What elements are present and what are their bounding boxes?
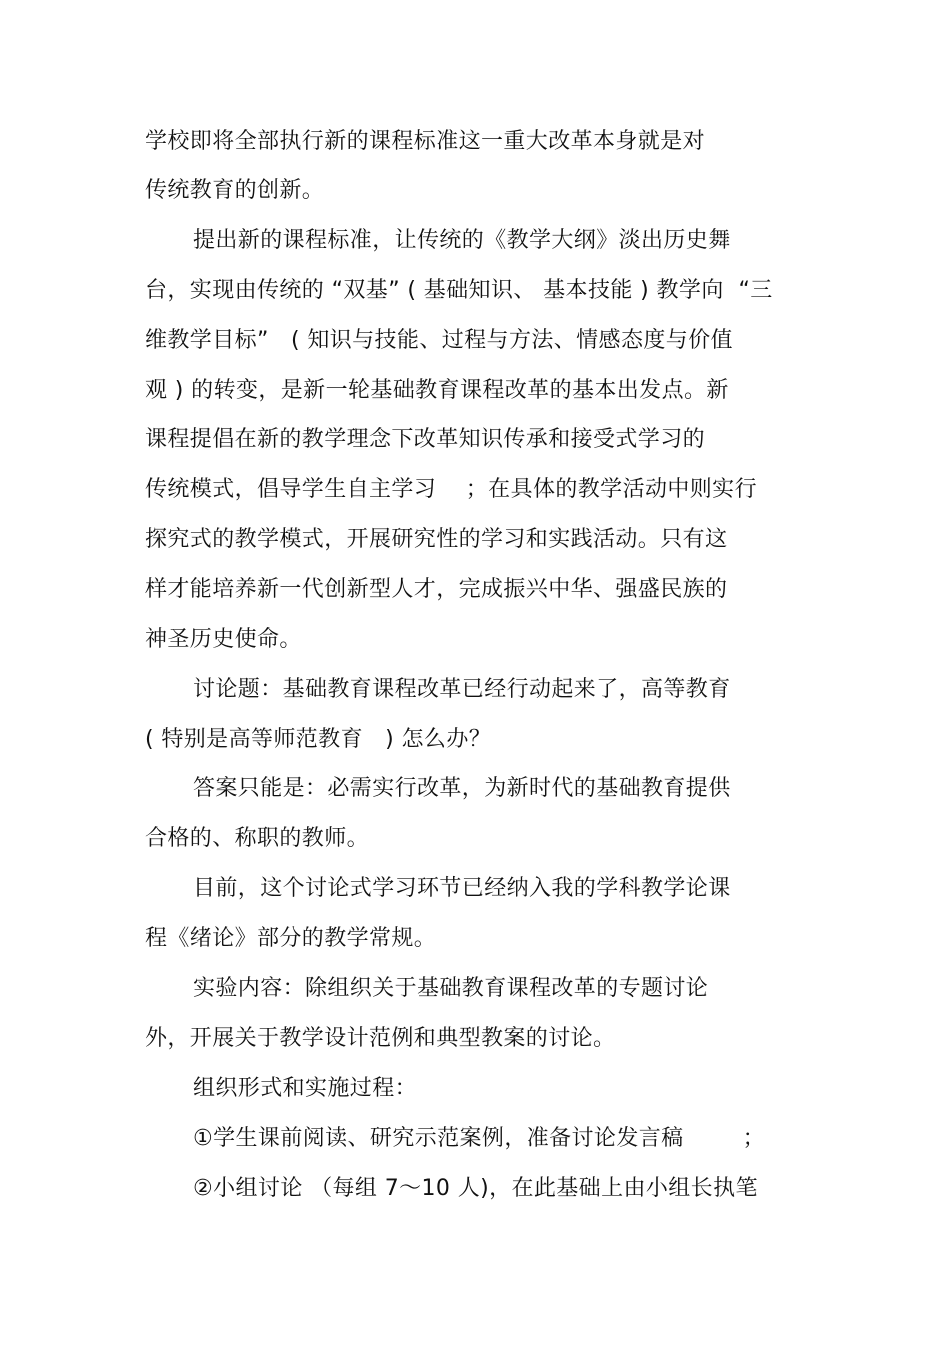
text-line: 课程提倡在新的教学理念下改革知识传承和接受式学习的 xyxy=(145,427,706,452)
list-item: ②小组讨论 （每组 7～10 人)，在此基础上由小组长执笔 xyxy=(193,1176,758,1201)
paragraph-first-line: 实验内容：除组织关于基础教育课程改革的专题讨论 xyxy=(193,976,709,1001)
text-line: 样才能培养新一代创新型人才，完成振兴中华、强盛民族的 xyxy=(145,577,728,602)
text-line: 维教学目标” ( 知识与技能、过程与方法、情感态度与价值 xyxy=(145,328,733,353)
text-line: 传统教育的创新。 xyxy=(145,178,325,203)
text-line: 外，开展关于教学设计范例和典型教案的讨论。 xyxy=(145,1026,616,1051)
text-line: 学校即将全部执行新的课程标准这一重大改革本身就是对 xyxy=(145,129,706,154)
text-line: 程《绪论》部分的教学常规。 xyxy=(145,926,437,951)
text-line: 观 ) 的转变，是新一轮基础教育课程改革的基本出发点。新 xyxy=(145,378,729,403)
paragraph-first-line: 目前，这个讨论式学习环节已经纳入我的学科教学论课 xyxy=(193,876,731,901)
text-line: 合格的、称职的教师。 xyxy=(145,826,370,851)
paragraph-first-line: 答案只能是：必需实行改革，为新时代的基础教育提供 xyxy=(193,776,731,801)
list-item: ①学生课前阅读、研究示范案例，准备讨论发言稿 ； xyxy=(193,1126,766,1151)
paragraph-first-line: 组织形式和实施过程： xyxy=(193,1076,418,1101)
text-line: 台，实现由传统的 “双基” ( 基础知识、 基本技能 ) 教学向 “三 xyxy=(145,278,773,303)
paragraph-first-line: 提出新的课程标准，让传统的《教学大纲》淡出历史舞 xyxy=(193,228,731,253)
text-line: 传统模式，倡导学生自主学习 ；在具体的教学活动中则实行 xyxy=(145,477,757,502)
text-line: 探究式的教学模式，开展研究性的学习和实践活动。只有这 xyxy=(145,527,728,552)
paragraph-first-line: 讨论题：基础教育课程改革已经行动起来了，高等教育 xyxy=(193,677,731,702)
text-line: ( 特别是高等师范教育 ) 怎么办？ xyxy=(145,727,492,752)
text-line: 神圣历史使命。 xyxy=(145,627,302,652)
